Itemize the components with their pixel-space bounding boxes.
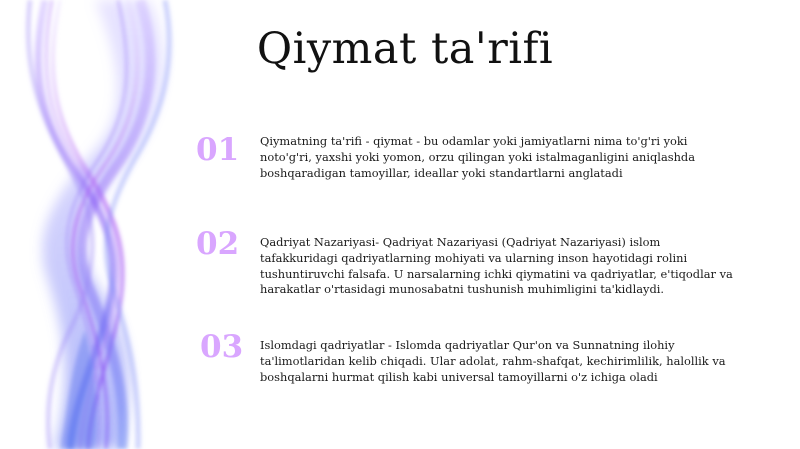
ribbon-strands xyxy=(28,0,169,449)
item-description: Qiymatning ta'rifi - qiymat - bu odamlar yoki jamiyatlarni nima to'g'ri yoki noto'g'ri, yaxshi yoki yomon, orzu qilingan yoki istalmaganligini aniqlashda boshqaradigan tamoyillar, ideallar yoki standartlarni anglatadi xyxy=(260,134,696,180)
item-number: 01 xyxy=(196,132,240,168)
item-number: 03 xyxy=(200,329,244,365)
item-description: Islomdagi qadriyatlar - Islomda qadriyatlar Qur'on va Sunnatning ilohiy ta'limotlaridan kelib chiqadi. Ular adolat, rahm-shafqat, kechirimlilik, halollik va boshqalarni hurmat qilish kabi universal tamoyillarni o'z ichiga oladi xyxy=(260,338,726,384)
item-number: 02 xyxy=(196,226,240,262)
slide-title: Qiymat ta'rifi xyxy=(256,24,554,74)
ribbon-haze xyxy=(43,0,163,449)
item-description: Qadriyat Nazariyasi- Qadriyat Nazariyasi (Qadriyat Nazariyasi) islom tafakkuridagi qadriyatlarning mohiyati va ularning inson hayotidagi rolini tushuntiruvchi falsafa. U narsalarning ichki qiymatini va qadriyatlar, e'tiqodlar va harakatlar o'rtasidagi munosabatni tushunish muhimligini ta'kidlaydi. xyxy=(260,235,733,297)
ribbon-base-glow xyxy=(60,330,97,449)
